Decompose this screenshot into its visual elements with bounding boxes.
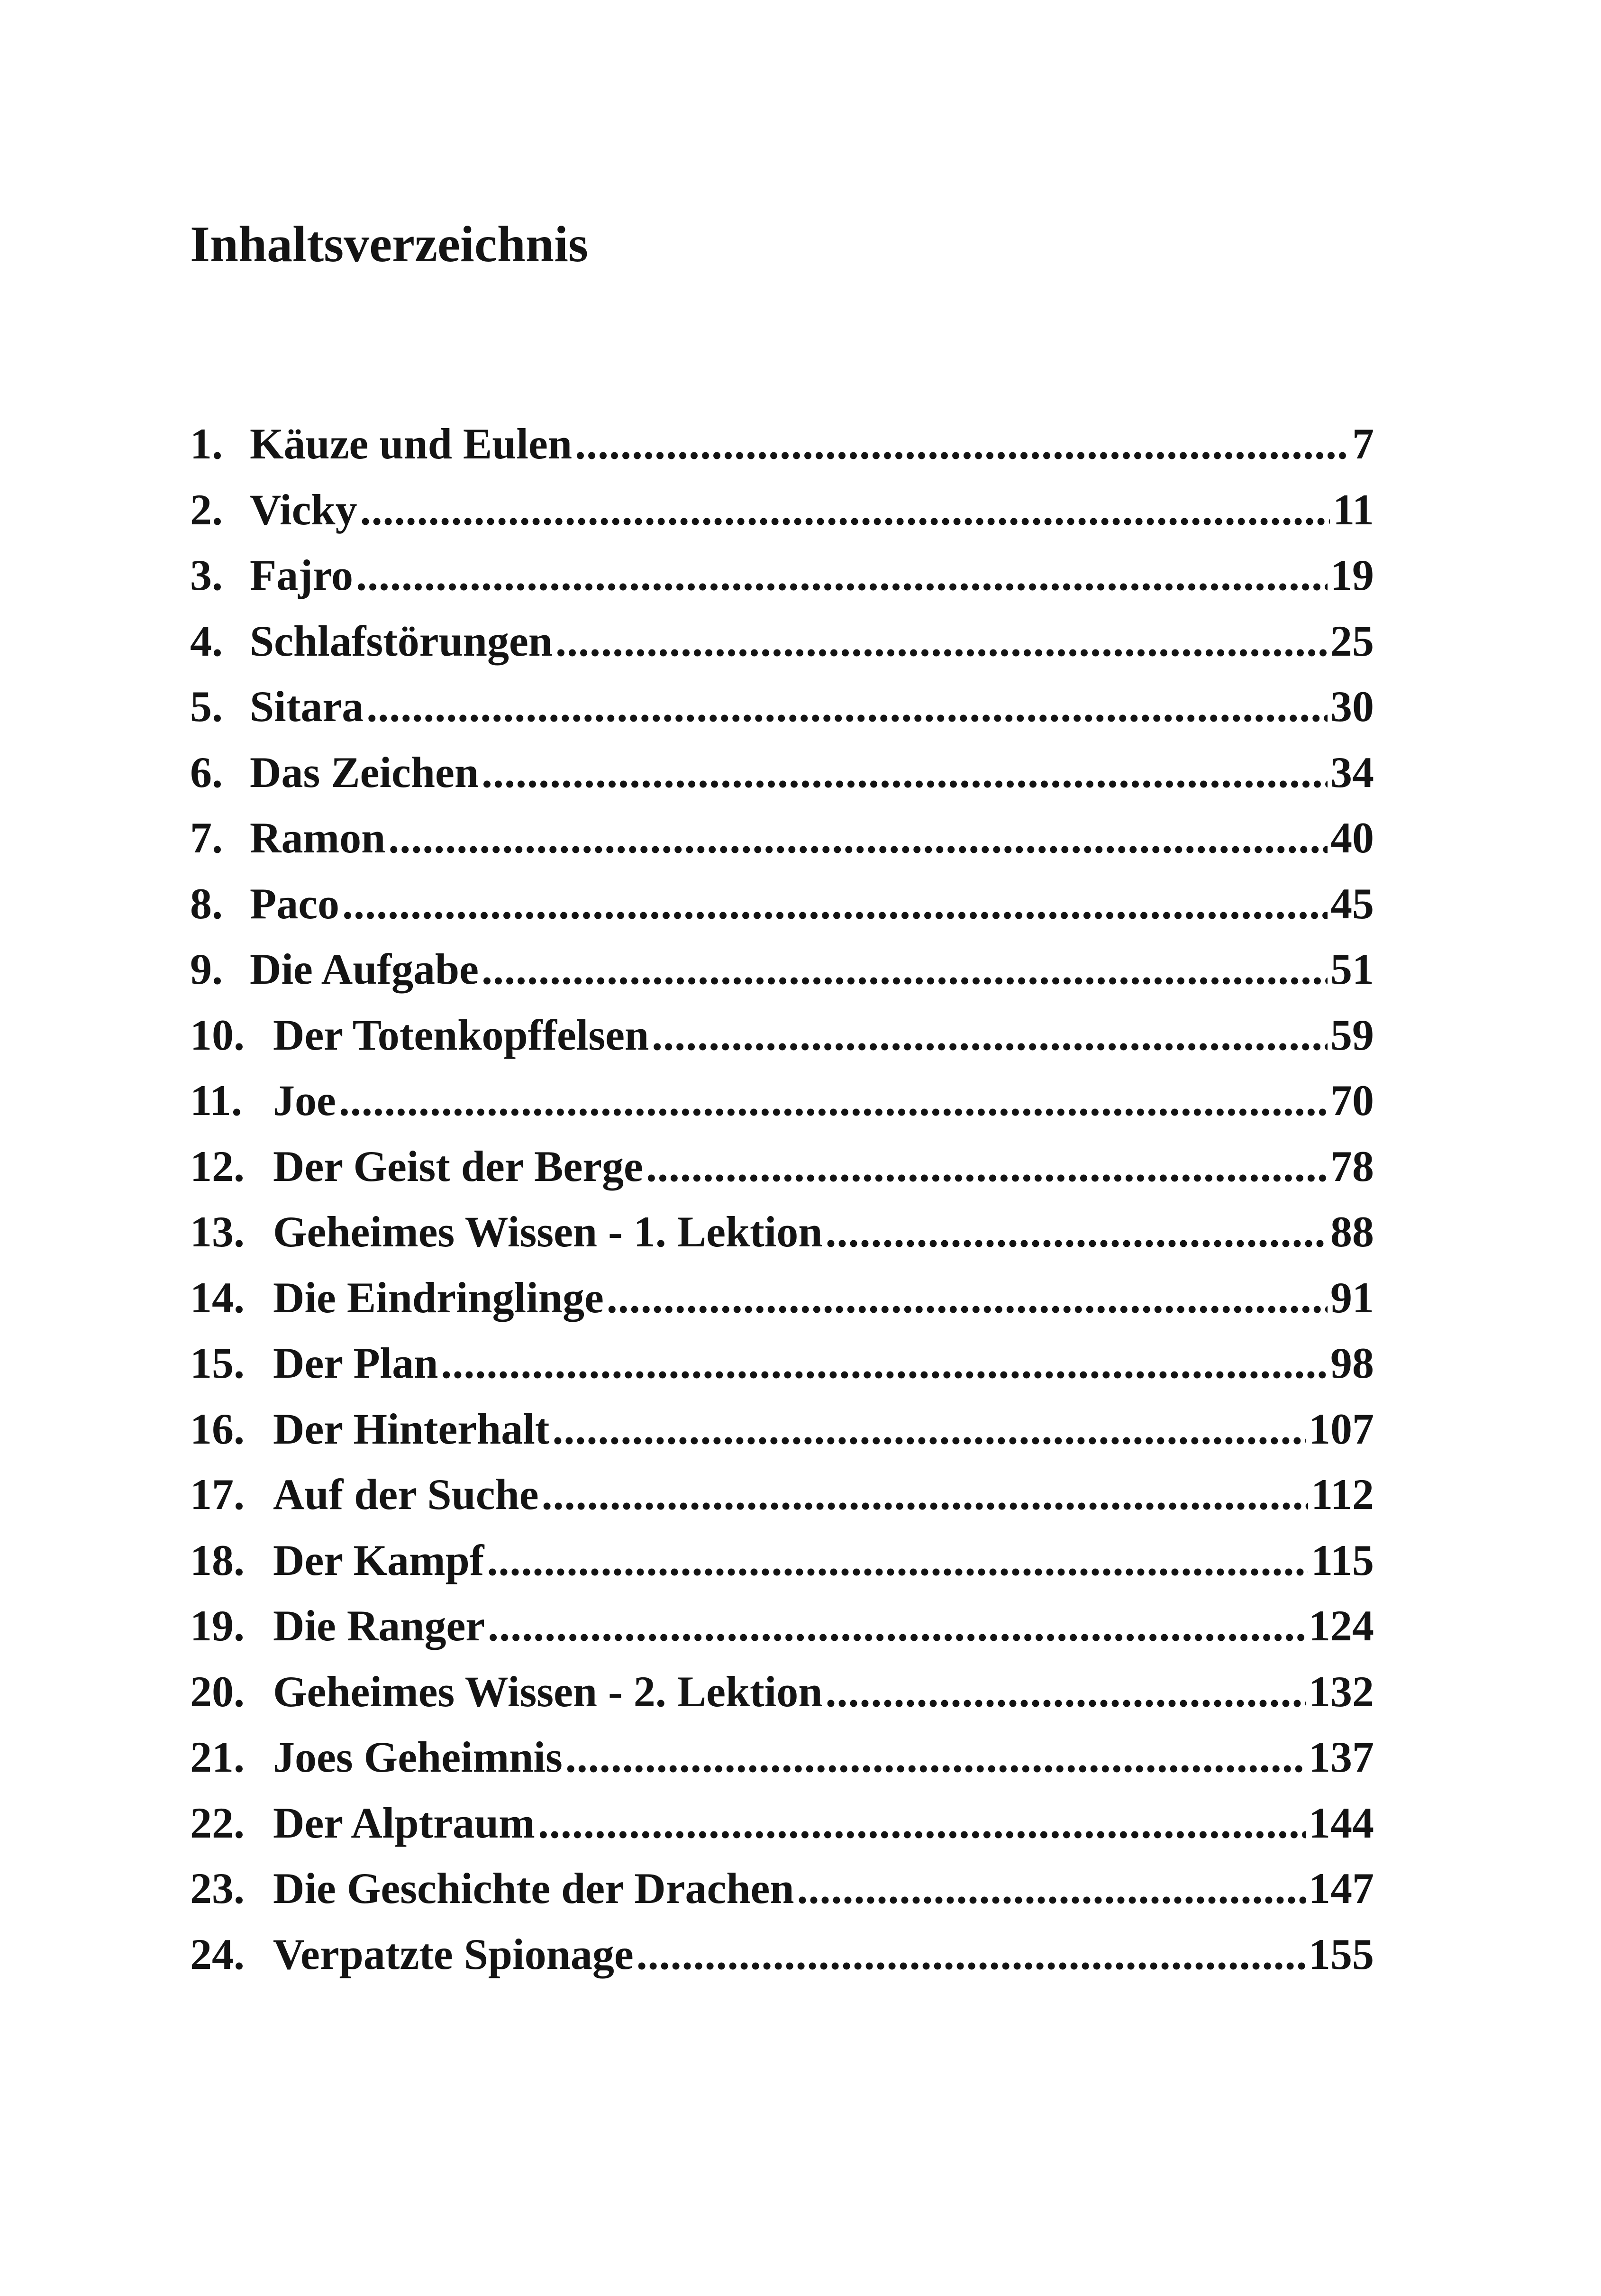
toc-dot-leader <box>339 1068 1328 1134</box>
toc-entry-number: 16. <box>190 1404 245 1453</box>
toc-entry <box>190 1002 1374 1068</box>
toc-entry <box>190 608 1374 674</box>
toc-dot-leader <box>825 1199 1328 1265</box>
toc-entry-title: Der Totenkopffelsen <box>273 1010 649 1059</box>
toc-dot-leader <box>652 1002 1328 1068</box>
toc-entry <box>190 1199 1374 1265</box>
toc-dot-leader <box>342 871 1328 937</box>
toc-entry-title: Der Geist der Berge <box>273 1142 643 1190</box>
toc-entry <box>190 1724 1374 1790</box>
toc-entry <box>190 477 1374 543</box>
toc-entry-page: 91 <box>1330 1273 1374 1322</box>
toc-dot-leader <box>555 608 1328 674</box>
toc-dot-leader <box>538 1790 1306 1856</box>
toc-entry-number: 4. <box>190 616 223 665</box>
toc-entry-number: 12. <box>190 1142 245 1190</box>
toc-entry <box>190 542 1374 608</box>
toc-dot-leader <box>607 1265 1328 1331</box>
toc-entry-page: 7 <box>1352 420 1374 468</box>
toc-dot-leader <box>488 1593 1306 1659</box>
toc-entry-page: 59 <box>1330 1010 1374 1059</box>
toc-entry <box>190 1790 1374 1856</box>
toc-entry-number: 19. <box>190 1601 245 1650</box>
toc-entry-page: 98 <box>1330 1339 1374 1387</box>
toc-entry-number: 5. <box>190 682 223 731</box>
toc-dot-leader <box>552 1396 1306 1462</box>
toc-entry <box>190 1921 1374 1987</box>
toc-entry-title: Käuze und Eulen <box>250 420 572 468</box>
toc-entry <box>190 871 1374 937</box>
toc-entry-page: 19 <box>1330 551 1374 599</box>
toc-entry <box>190 1134 1374 1199</box>
toc-entry-title: Der Hinterhalt <box>273 1404 550 1453</box>
toc-entry <box>190 1659 1374 1725</box>
toc-entry-number: 9. <box>190 945 223 993</box>
toc-entry-title: Schlafstörungen <box>250 616 553 665</box>
toc-dot-leader <box>542 1462 1308 1528</box>
toc-entry-page: 34 <box>1330 748 1374 796</box>
toc-dot-leader <box>646 1134 1328 1199</box>
toc-dot-leader <box>482 936 1328 1002</box>
toc-entry <box>190 1330 1374 1396</box>
toc-entry <box>190 1528 1374 1593</box>
toc-entry-title: Der Alptraum <box>273 1798 535 1847</box>
toc-entry-number: 23. <box>190 1864 245 1912</box>
toc-entry-title: Geheimes Wissen - 2. Lektion <box>273 1667 823 1716</box>
toc-entry-number: 11. <box>190 1076 242 1125</box>
toc-entry-title: Der Plan <box>273 1339 438 1387</box>
toc-dot-leader <box>360 477 1330 543</box>
toc-entry <box>190 1068 1374 1134</box>
toc-entry-page: 144 <box>1309 1798 1374 1847</box>
table-of-contents <box>190 411 1374 1987</box>
toc-entry-number: 15. <box>190 1339 245 1387</box>
toc-entry-title: Vicky <box>250 485 357 534</box>
toc-entry-page: 88 <box>1330 1207 1374 1256</box>
toc-entry-page: 124 <box>1309 1601 1374 1650</box>
toc-entry-number: 13. <box>190 1207 245 1256</box>
toc-entry-page: 112 <box>1311 1470 1374 1518</box>
toc-entry-title: Ramon <box>250 814 386 862</box>
toc-entry <box>190 1593 1374 1659</box>
toc-dot-leader <box>487 1528 1308 1593</box>
toc-entry-title: Die Eindringlinge <box>273 1273 604 1322</box>
toc-entry-number: 17. <box>190 1470 245 1518</box>
toc-entry-page: 78 <box>1330 1142 1374 1190</box>
toc-entry-page: 11 <box>1333 485 1374 534</box>
toc-dot-leader <box>565 1724 1306 1790</box>
toc-entry-page: 155 <box>1309 1930 1374 1978</box>
toc-entry-title: Das Zeichen <box>250 748 479 796</box>
toc-entry-title: Fajro <box>250 551 354 599</box>
toc-entry-number: 6. <box>190 748 223 796</box>
toc-entry-title: Paco <box>250 879 340 928</box>
toc-dot-leader <box>366 674 1328 740</box>
toc-entry-number: 2. <box>190 485 223 534</box>
page-title: Inhaltsverzeichnis <box>190 216 589 273</box>
toc-entry-title: Auf der Suche <box>273 1470 539 1518</box>
toc-entry-number: 10. <box>190 1010 245 1059</box>
toc-dot-leader <box>575 411 1349 477</box>
toc-dot-leader <box>388 805 1328 871</box>
toc-entry <box>190 740 1374 805</box>
toc-dot-leader <box>356 542 1328 608</box>
toc-entry-number: 18. <box>190 1536 245 1584</box>
toc-entry-page: 25 <box>1330 616 1374 665</box>
toc-entry-title: Die Ranger <box>273 1601 485 1650</box>
toc-entry-title: Die Geschichte der Drachen <box>273 1864 794 1912</box>
toc-entry-number: 8. <box>190 879 223 928</box>
toc-entry-page: 45 <box>1330 879 1374 928</box>
toc-entry-title: Joes Geheimnis <box>273 1733 563 1781</box>
toc-entry-number: 24. <box>190 1930 245 1978</box>
toc-dot-leader <box>482 740 1328 805</box>
toc-entry-title: Der Kampf <box>273 1536 484 1584</box>
toc-entry <box>190 805 1374 871</box>
toc-entry-title: Sitara <box>250 682 364 731</box>
toc-entry-title: Joe <box>273 1076 336 1125</box>
toc-entry-page: 147 <box>1309 1864 1374 1912</box>
toc-entry-number: 20. <box>190 1667 245 1716</box>
toc-entry-number: 3. <box>190 551 223 599</box>
toc-entry <box>190 936 1374 1002</box>
toc-entry-title: Geheimes Wissen - 1. Lektion <box>273 1207 823 1256</box>
toc-entry-number: 22. <box>190 1798 245 1847</box>
toc-entry-page: 70 <box>1330 1076 1374 1125</box>
toc-entry-page: 107 <box>1309 1404 1374 1453</box>
toc-entry <box>190 1396 1374 1462</box>
toc-entry <box>190 674 1374 740</box>
toc-entry-page: 115 <box>1311 1536 1374 1584</box>
toc-entry <box>190 1856 1374 1921</box>
toc-dot-leader <box>797 1856 1306 1921</box>
toc-entry-page: 30 <box>1330 682 1374 731</box>
toc-entry-number: 7. <box>190 814 223 862</box>
toc-entry-page: 40 <box>1330 814 1374 862</box>
toc-entry-page: 132 <box>1309 1667 1374 1716</box>
toc-entry <box>190 411 1374 477</box>
toc-entry-number: 14. <box>190 1273 245 1322</box>
toc-entry-title: Verpatzte Spionage <box>273 1930 634 1978</box>
toc-dot-leader <box>637 1921 1306 1987</box>
toc-entry-page: 137 <box>1309 1733 1374 1781</box>
toc-entry-title: Die Aufgabe <box>250 945 479 993</box>
toc-dot-leader <box>441 1330 1328 1396</box>
toc-entry-page: 51 <box>1330 945 1374 993</box>
toc-entry-number: 1. <box>190 420 223 468</box>
toc-entry <box>190 1462 1374 1528</box>
toc-entry <box>190 1265 1374 1331</box>
toc-entry-number: 21. <box>190 1733 245 1781</box>
toc-dot-leader <box>825 1659 1306 1725</box>
